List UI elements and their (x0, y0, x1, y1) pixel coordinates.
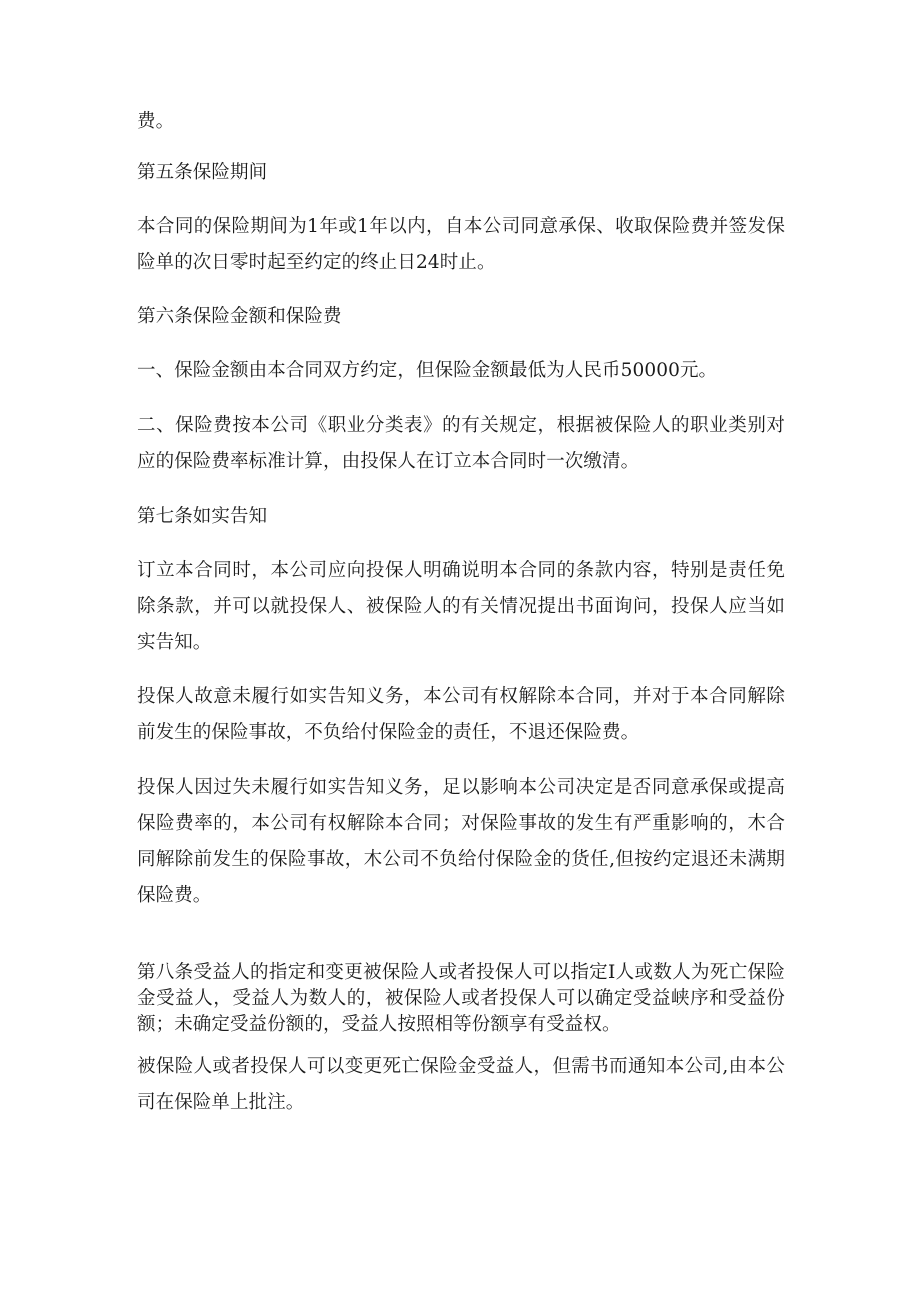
article-7-negligent-clause: 投保人因过失未履行如实告知义务，足以影响本公司决定是否同意承保或提高保险费率的，本公司有权解除本合同；对保险事故的发生有严重影响的，木合同解除前发生的保险事故，木公司不负给付保险金的货任,但按约定退还未满期保险费。 (137, 777, 785, 906)
article-7-intentional-clause: 投保人故意未履行如实告知义务，本公司有权解除本合同，并对于本合同解除前发生的保险事故，不负给付保险金的责任，不退还保险费。 (137, 686, 785, 743)
article-6-clause-2: 二、保险费按本公司《职业分类表》的有关规定，根据被保险人的职业类别对应的保险费率标准计算，由投保人在订立本合同时一次缴清。 (137, 415, 785, 472)
article-6-clause-1: 一、保险金额由本合同双方约定，但保险金额最低为人民币50000元。 (137, 360, 718, 381)
article-7-body: 订立本合同时，本公司应向投保人明确说明本合同的条款内容，特别是责任免除条款，并可以就投保人、被保险人的有关情况提出书面询问，投保人应当如实告知。 (137, 560, 785, 653)
article-6-heading: 第六条保险金额和保险费 (137, 306, 342, 327)
article-8-body: 第八条受益人的指定和变更被保险人或者投保人可以指定I人或数人为死亡保险金受益人，受益人为数人的，被保险人或者投保人可以确定受益峡序和受益份额；未确定受益份额的，受益人按照相等份额享有受益权。 (137, 962, 785, 1035)
article-8-change-clause: 被保险人或者投保人可以变更死亡保险金受益人，但需书而通知本公司,由本公司在保险单上批注。 (137, 1056, 785, 1113)
paragraph-continuation: 费。 (137, 111, 175, 132)
article-7-heading: 第七条如实告知 (137, 506, 268, 527)
article-5-heading: 第五条保险期间 (137, 162, 268, 183)
article-5-body: 本合同的保险期间为1年或1年以内，自本公司同意承保、收取保险费并签发保险单的次日零时起至约定的终止日24时止。 (137, 216, 785, 273)
